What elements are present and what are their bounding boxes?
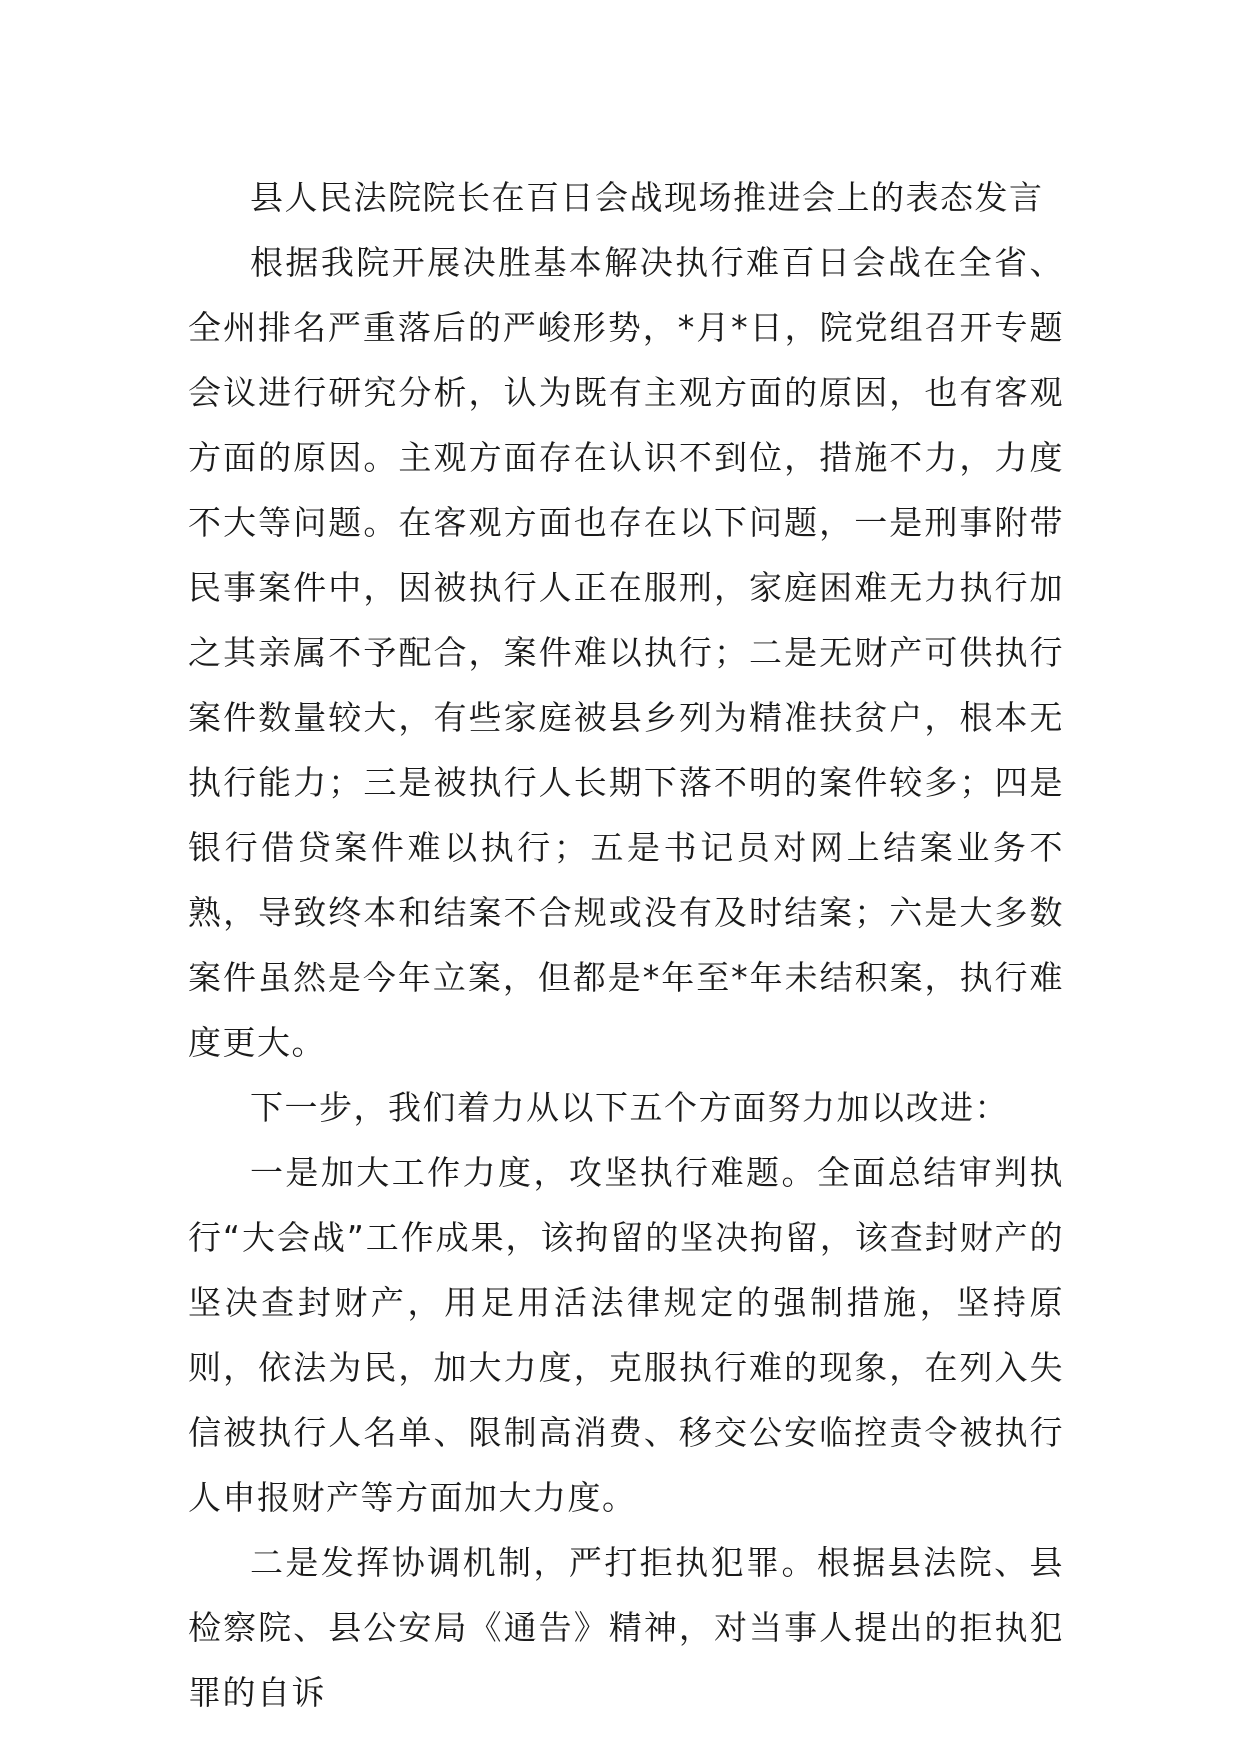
paragraph-measure-two: 二是发挥协调机制，严打拒执犯罪。根据县法院、县检察院、县公安局《通告》精神，对当事人提出的拒执犯罪的自诉: [188, 1543, 1064, 1712]
paragraph-situation-analysis: 根据我院开展决胜基本解决执行难百日会战在全省、全州排名严重落后的严峻形势，*月*日，院党组召开专题会议进行研究分析，认为既有主观方面的原因，也有客观方面的原因。主观方面存在认识不到位，措施不力，力度不大等问题。在客观方面也存在以下问题，一是刑事附带民事案件中，因被执行人正在服刑，家庭困难无力执行加之其亲属不予配合，案件难以执行；二是无财产可供执行案件数量较大，有些家庭被县乡列为精准扶贫户，根本无执行能力；三是被执行人长期下落不明的案件较多；四是银行借贷案件难以执行；五是书记员对网上结案业务不熟，导致终本和结案不合规或没有及时结案；六是大多数案件虽然是今年立案，但都是*年至*年未结积案，执行难度更大。: [188, 243, 1064, 1062]
paragraph-measure-one: 一是加大工作力度，攻坚执行难题。全面总结审判执行“大会战”工作成果，该拘留的坚决拘留，该查封财产的坚决查封财产，用足用活法律规定的强制措施，坚持原则，依法为民，加大力度，克服执行难的现象，在列入失信被执行人名单、限制高消费、移交公安临控责令被执行人申报财产等方面加大力度。: [188, 1153, 1064, 1517]
paragraph-next-steps-intro: 下一步，我们着力从以下五个方面努力加以改进：: [250, 1088, 1009, 1127]
document-body: [188, 165, 1064, 1725]
document-title: 县人民法院院长在百日会战现场推进会上的表态发言: [250, 178, 1044, 217]
